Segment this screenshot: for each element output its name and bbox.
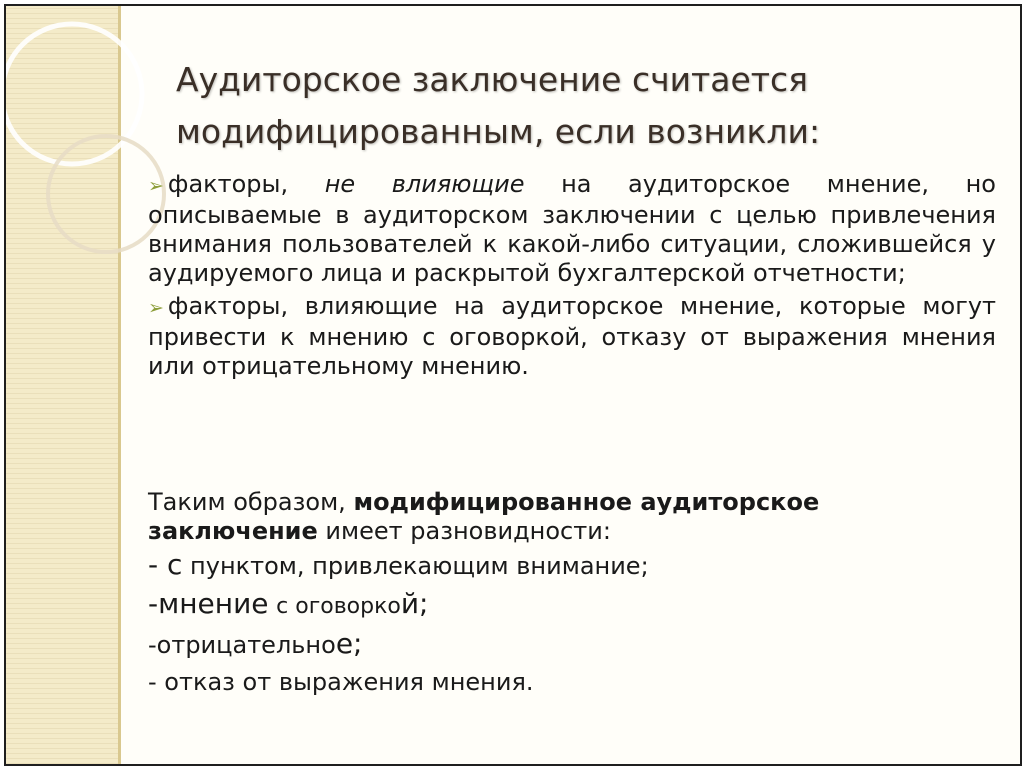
- bullet-2-text: факторы, влияющие на аудиторское мнение, которые могут привести к мнению с оговоркой, отказу от выражения мнения или отрицательному мнению.: [148, 292, 996, 380]
- variety-3-text: -отрицательно: [148, 631, 336, 659]
- slide-title: [176, 54, 936, 158]
- arrow-bullet-icon: ➢: [148, 297, 164, 319]
- variety-1-text: пунктом, привлекающим внимание;: [190, 552, 649, 580]
- variety-item-3: [148, 625, 996, 664]
- bullet-1-text-start: факторы,: [167, 170, 289, 198]
- summary-intro-text: Таким образом,: [148, 488, 346, 516]
- decorative-circles-icon: [6, 6, 166, 266]
- arrow-bullet-icon: ➢: [148, 175, 164, 197]
- title-line-1: Аудиторское заключение считается: [176, 60, 809, 99]
- bullet-item-1: [148, 170, 996, 288]
- summary-rest: имеет разновидности:: [325, 517, 611, 545]
- bullet-1-text-end: на аудиторское мнение, но описываемые в аудиторском заключении с целью привлечения внимания пользователей к какой-либо ситуации, сложившейся у аудируемого лица и раскрытой бухгалтерской отчетности;: [148, 170, 996, 287]
- variety-1-dash: - с: [148, 548, 183, 581]
- slide-frame: [4, 4, 1022, 766]
- bullet-1-italic: не влияющие: [324, 170, 525, 198]
- bullet-item-2: [148, 292, 996, 381]
- variety-4-text: - отказ от выражения мнения.: [148, 668, 534, 696]
- variety-2-mid: с оговорко: [276, 594, 401, 619]
- summary-block: [148, 488, 996, 701]
- variety-item-1: [148, 546, 996, 585]
- summary-intro: [148, 488, 996, 546]
- variety-item-4: [148, 664, 996, 701]
- variety-item-2: [148, 585, 996, 625]
- title-line-2: модифицированным, если возникли:: [176, 112, 821, 151]
- summary-bold-term: модифицированное аудиторское заключение: [148, 488, 820, 545]
- variety-3-end: е;: [335, 627, 363, 660]
- variety-2-end: й;: [400, 587, 429, 620]
- variety-2-big: -мнение: [148, 587, 269, 620]
- bullet-list: [148, 170, 996, 385]
